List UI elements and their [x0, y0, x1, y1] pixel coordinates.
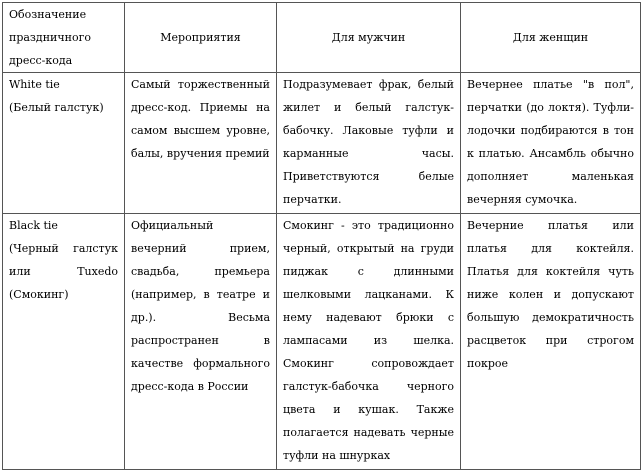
header-men: Для мужчин [277, 3, 461, 73]
dress-code-table [2, 2, 641, 470]
dress-code-russian: (Черный галстук или Tuxedo (Смокинг) [9, 242, 118, 301]
men-cell: Подразумевает фрак, белый жилет и белый галстук-бабочку. Лаковые туфли и карманные часы. Приветствуются белые перчатки. [277, 73, 461, 214]
events-cell: Самый торжественный дресс-код. Приемы на самом высшем уровне, балы, вручения премий [125, 73, 277, 214]
header-events: Мероприятия [125, 3, 277, 73]
table-row [3, 214, 641, 470]
header-dress-code: Обозначение праздничного дресс-кода [3, 3, 125, 73]
women-cell: Вечернее платье "в пол", перчатки (до локтя). Туфли-лодочки подбираются в тон к платью. Ансамбль обычно дополняет маленькая вечерняя сумочка. [461, 73, 641, 214]
women-cell: Вечерние платья или платья для коктейля. Платья для коктейля чуть ниже колен и допускают большую демократичность расцветок при строгом покрое [461, 214, 641, 470]
events-cell: Официальный вечерний прием, свадьба, премьера (например, в театре и др.). Весьма распространен в качестве формального дресс-кода в России [125, 214, 277, 470]
table-row [3, 73, 641, 214]
dress-code-russian: (Белый галстук) [9, 101, 104, 114]
header-women: Для женщин [461, 3, 641, 73]
dress-code-cell [3, 214, 125, 470]
dress-code-english: White tie [9, 78, 60, 91]
men-cell: Смокинг - это традиционно черный, открытый на груди пиджак с длинными шелковыми лацканами. К нему надевают брюки с лампасами из шелка. Смокинг сопровождает галстук-бабочка черного цвета и кушак. Также полагается надевать черные туфли на шнурках [277, 214, 461, 470]
dress-code-english: Black tie [9, 219, 58, 232]
header-row [3, 3, 641, 73]
dress-code-cell [3, 73, 125, 214]
